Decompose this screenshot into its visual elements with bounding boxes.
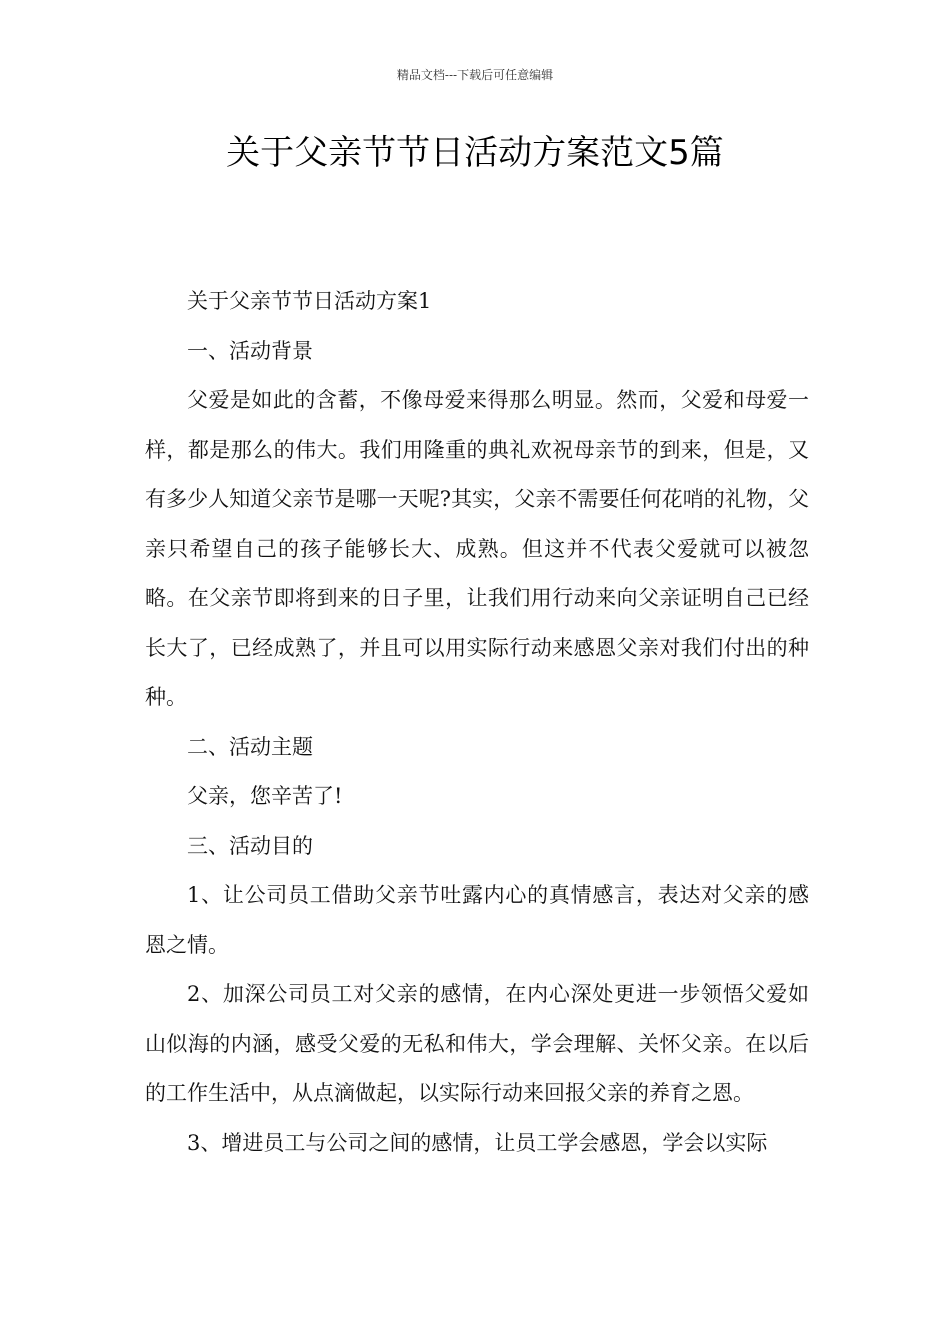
section-heading-background: 一、活动背景 [187,338,313,363]
section-heading-theme: 二、活动主题 [187,734,313,759]
section-heading-purpose: 三、活动目的 [187,833,313,858]
purpose-item-3: 3、增进员工与公司之间的感情，让员工学会感恩，学会以实际 [187,1130,768,1155]
document-body [145,277,809,1168]
theme-paragraph: 父亲，您辛苦了! [187,784,343,808]
plan-heading: 关于父亲节节日活动方案1 [187,289,432,313]
document-title: 关于父亲节节日活动方案范文5篇 [226,133,724,173]
purpose-item-1: 1、让公司员工借助父亲节吐露内心的真情感言，表达对父亲的感恩之情。 [145,883,809,957]
header-note: 精品文档---下载后可任意编辑 [396,68,554,82]
purpose-item-2: 2、加深公司员工对父亲的感情，在内心深处更进一步领悟父爱如山似海的内涵，感受父爱的无私和伟大，学会理解、关怀父亲。在以后的工作生活中，从点滴做起，以实际行动来回报父亲的养育之恩。 [145,982,809,1105]
background-paragraph: 父爱是如此的含蓄，不像母爱来得那么明显。然而，父爱和母爱一样，都是那么的伟大。我们用隆重的典礼欢祝母亲节的到来，但是，又有多少人知道父亲节是哪一天呢?其实，父亲不需要任何花哨的礼物，父亲只希望自己的孩子能够长大、成熟。但这并不代表父爱就可以被忽略。在父亲节即将到来的日子里，让我们用行动来向父亲证明自己已经长大了，已经成熟了，并且可以用实际行动来感恩父亲对我们付出的种种。 [145,388,809,709]
